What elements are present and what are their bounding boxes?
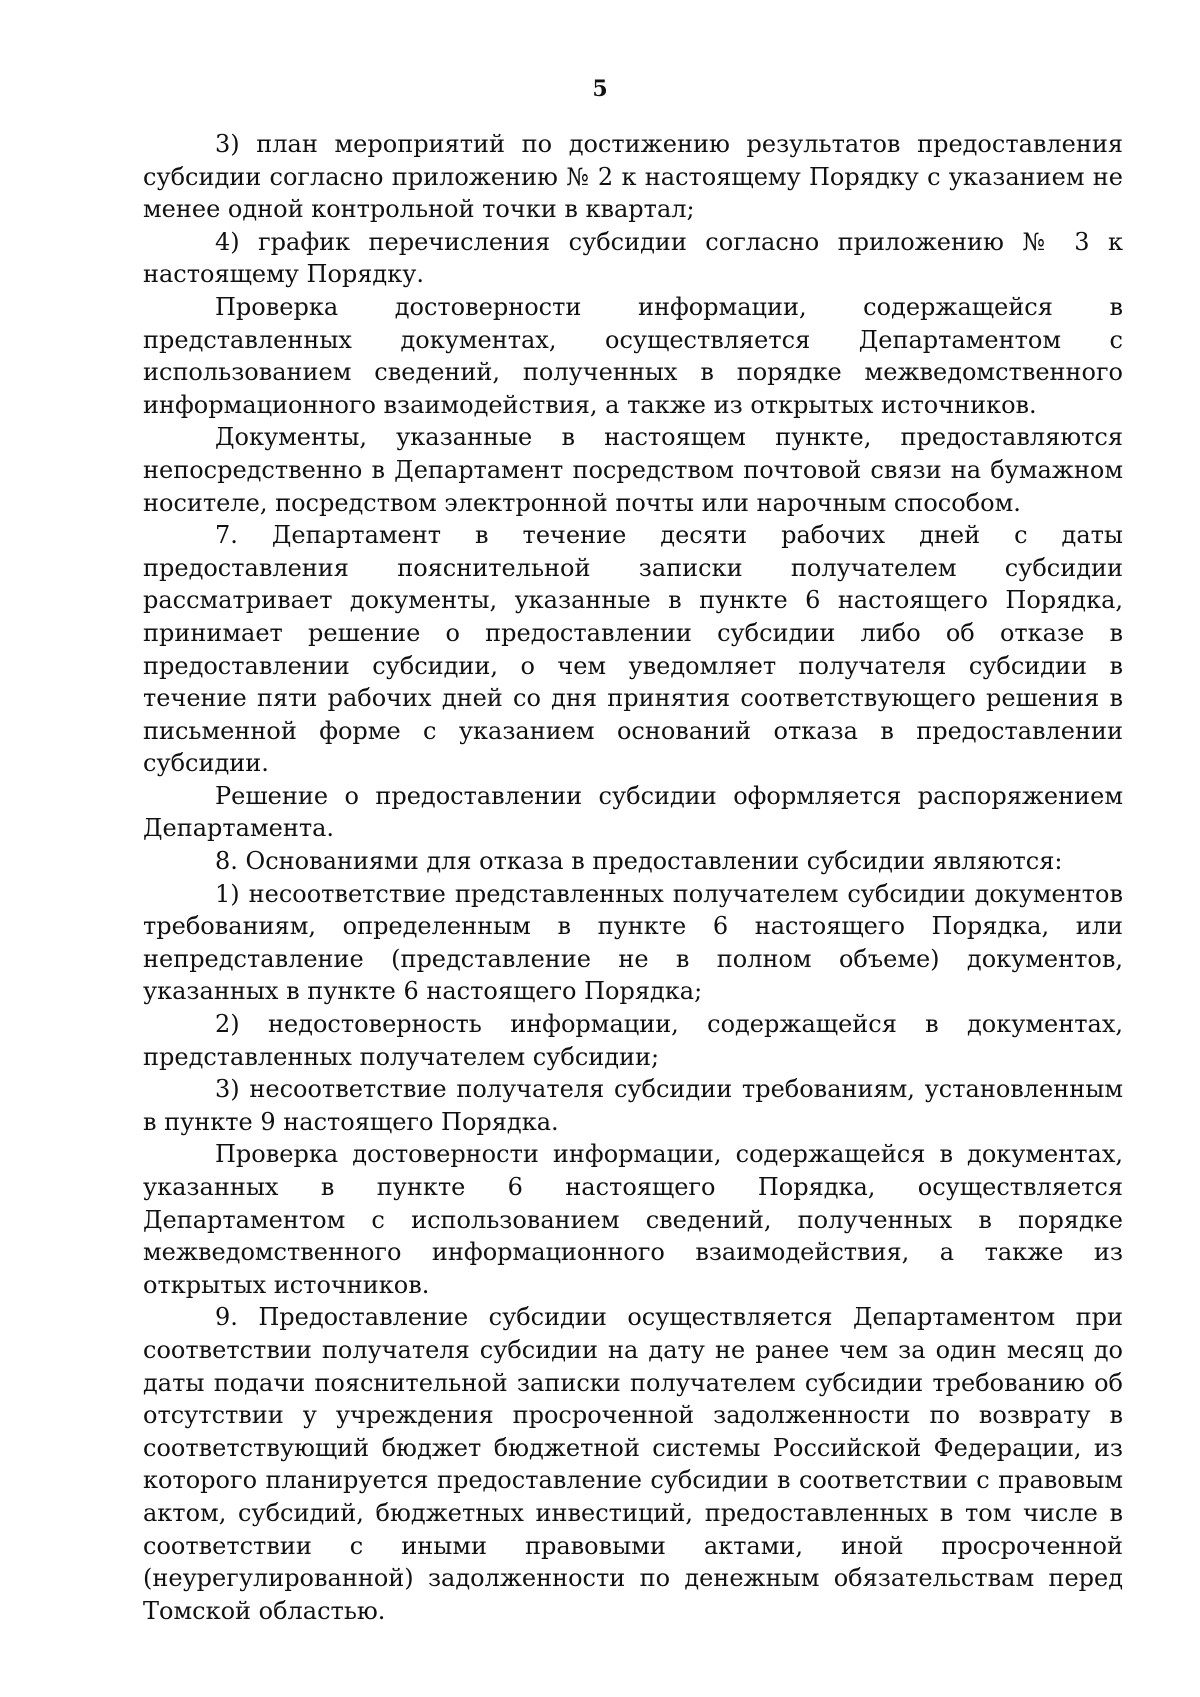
document-body (143, 128, 1123, 1627)
paragraph-clause-8: 8. Основаниями для отказа в предоставлении субсидии являются: (215, 847, 1063, 876)
paragraph-refusal-ground-3: 3) несоответствие получателя субсидии требованиям, установленным в пункте 9 настоящего Порядка. (143, 1075, 1123, 1136)
paragraph-item-4-schedule: 4) график перечисления субсидии согласно приложению № 3 к настоящему Порядку. (143, 227, 1123, 289)
paragraph-clause-7: 7. Департамент в течение десяти рабочих дней с даты предоставления пояснительной записки получателем субсидии рассматривает документы, указанные в пункте 6 настоящего Порядка, принимает решение о предоставлении субсидии либо об отказе в предоставлении субсидии, о чем уведомляет получателя субсидии в течение пяти рабочих дней со дня принятия соответствующего решения в письменной форме с указанием оснований отказа в предоставлении субсидии. (143, 521, 1123, 778)
paragraph-clause-9: 9. Предоставление субсидии осуществляется Департаментом при соответствии получателя субсидии на дату не ранее чем за один месяц до даты подачи пояснительной записки получателем субсидии требованию об отсутствии у учреждения просроченной задолженности по возврату в соответствующий бюджет бюджетной системы Российской Федерации, из которого планируется предоставление субсидии в соответствии с правовым актом, субсидий, бюджетных инвестиций, предоставленных в том числе в соответствии с иными правовыми актами, иной просроченной (неурегулированной) задолженности по денежным обязательствам перед Томской областью. (143, 1303, 1123, 1625)
paragraph-item-3-plan: 3) план мероприятий по достижению результатов предоставления субсидии согласно приложению № 2 к настоящему Порядку с указанием не менее одной контрольной точки в квартал; (143, 130, 1123, 224)
paragraph-verification-2: Проверка достоверности информации, содержащейся в документах, указанных в пункте 6 настоящего Порядка, осуществляется Департаментом с использованием сведений, полученных в порядке межведомственного информационного взаимодействия, а также из открытых источников. (143, 1140, 1123, 1299)
paragraph-decision: Решение о предоставлении субсидии оформляется распоряжением Департамента. (143, 781, 1123, 843)
paragraph-refusal-ground-2: 2) недостоверность информации, содержащейся в документах, представленных получателем субсидии; (143, 1010, 1123, 1071)
paragraph-verification-1: Проверка достоверности информации, содержащейся в представленных документах, осуществляется Департаментом с использованием сведений, полученных в порядке межведомственного информационного взаимодействия, а также из открытых источников. (143, 292, 1123, 419)
paragraph-refusal-ground-1: 1) несоответствие представленных получателем субсидии документов требованиям, определенным в пункте 6 настоящего Порядка, или непредставление (представление не в полном объеме) документов, указанных в пункте 6 настоящего Порядка; (143, 879, 1123, 1006)
paragraph-documents-delivery: Документы, указанные в настоящем пункте, предоставляются непосредственно в Департамент посредством почтовой связи на бумажном носителе, посредством электронной почты или нарочным способом. (143, 423, 1123, 517)
page-number: 5 (592, 76, 608, 102)
